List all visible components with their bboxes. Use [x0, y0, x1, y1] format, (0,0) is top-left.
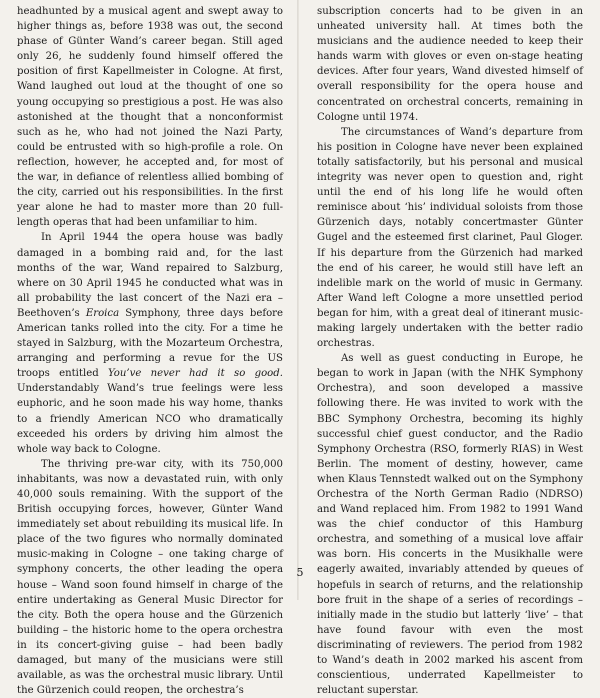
page-gutter: [297, 0, 299, 600]
work-title: Eroica: [85, 307, 120, 319]
paragraph-text: Understandably Wand’s true feelings were less euphoric, and he soon made his way home, thanks to a friendly American NCO who dramatically exceeded his orders by driving him almost the whole way back to Cologne.: [17, 383, 283, 455]
paragraph: As well as guest conducting in Europe, he began to work in Japan (with the NHK Symphony Orchestra), and soon developed a massive following there. He was invited to work with the BBC Symphony Orchestra, becoming its highly successful chief guest conductor, and the Radio Symphony Orchestra (RSO, formerly RIAS) in West Berlin. The moment of destiny, however, came when Klaus Tennstedt walked out on the Symphony Orchestra of the North German Radio (NDRSO) and Wand replaced him. From 1982 to 1991 Wand was the chief conductor of this Hamburg orchestra, and something of a musical love affair was born. His concerts in the Musikhalle were eagerly awaited, invariably attended by queues of hopefuls in search of returns, and the relationship bore fruit in the shape of a series of recordings – initially made in the studio but latterly ‘live’ – that have found favour with even the most discriminating of reviewers. The period from 1982 to Wand’s death in 2002 marked his ascent from conscientious, underrated Kapellmeister to reluctant superstar.: [317, 353, 583, 697]
paragraph-text: In April 1944 the opera house was badly damaged in a bombing raid and, for the last months of the war, Wand repaired to Salzburg, where on 30 April 1945 he conducted what was in all probability the last concert of the Nazi era – Beethoven’s: [17, 232, 283, 319]
paragraph: The thriving pre-war city, with its 750,000 inhabitants, was now a devastated ruin, with only 40,000 souls remaining. With the support of the British occupying forces, however, Günter Wand immediately set about rebuilding its musical life. In place of the two figures who normally dominated music-making in Cologne – one taking charge of symphony concerts, the other leading the opera house – Wand soon found himself in charge of the entire undertaking as General Music Director for the city. Both the opera house and the Gürzenich building – the historic home to the opera orchestra in its concert-giving guise – had been badly damaged, but many of the musicians were still available, as was the orchestral music library. Until the Gürzenich could reopen, the orchestra’s: [17, 458, 283, 697]
paragraph: subscription concerts had to be given in an unheated university hall. At times both the musicians and the audience needed to keep their hands warm with gloves or even on-stage heating devices. After four years, Wand divested himself of overall responsibility for the opera house and concentrated on orchestral concerts, remaining in Cologne until 1974.: [317, 6, 583, 123]
revue-title: You’ve never had it so good.: [108, 368, 283, 380]
paragraph-text: Symphony, three days before American tanks rolled into the city. For a time he stayed in Salzburg, with the Mozarteum Orchestra, arranging and performing a revue for the US troops entitled: [17, 307, 283, 380]
paragraph: [17, 230, 283, 456]
left-column: [17, 4, 283, 698]
paragraph: headhunted by a musical agent and swept away to higher things as, before 1938 was out, the second phase of Günter Wand’s career began. Still aged only 26, he suddenly found himself offered the position of first Kapellmeister in Cologne. At first, Wand laughed out loud at the thought of one so young occupying so prestigious a post. He was also astonished at the thought that a nonconformist such as he, who had not joined the Nazi Party, could be entrusted with so high-profile a role. On reflection, however, he accepted and, for most of the war, in defiance of relentless allied bombing of the city, carried out his responsibilities. In the first year alone he had to master more than 20 full-length operas that had been unfamiliar to him.: [17, 6, 283, 229]
page-number: 5: [296, 566, 304, 579]
right-column: [317, 4, 583, 698]
paragraph: The circumstances of Wand’s departure from his position in Cologne have never been explained totally satisfactorily, but his personal and musical integrity was never open to question and, right until the end of his long life he would often reminisce about ‘his’ individual soloists from those Gürzenich days, notably concertmaster Günter Gugel and the esteemed first clarinet, Paul Gloger. If his departure from the Gürzenich had marked the end of his career, he would still have left an indelible mark on the world of music in Germany. After Wand left Cologne a more unsettled period began for him, with a great deal of itinerant music-making largely undertaken with the better radio orchestras.: [317, 126, 583, 350]
